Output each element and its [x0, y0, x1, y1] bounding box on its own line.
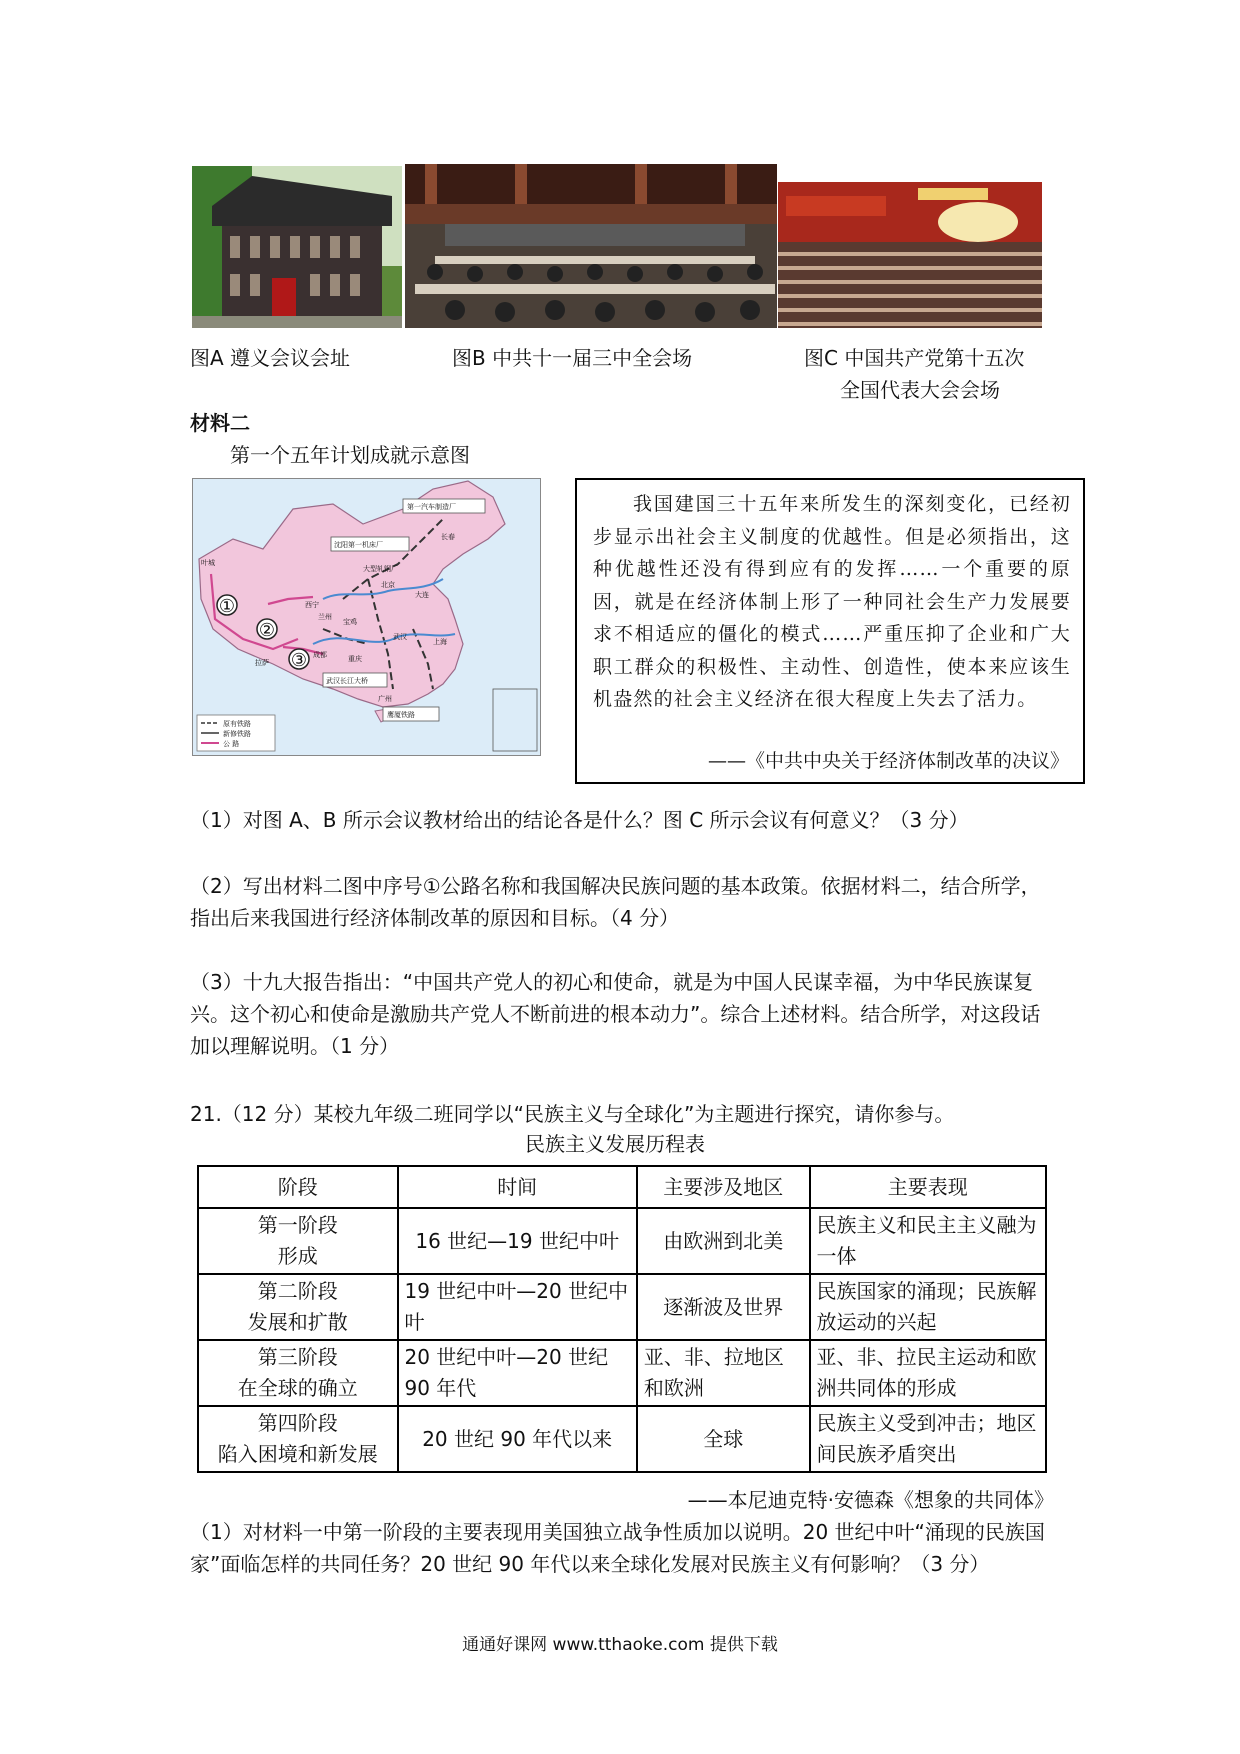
- table-row: [198, 1208, 1046, 1274]
- quote-box: [575, 478, 1085, 784]
- question-20-3: （3）十九大报告指出：“中国共产党人的初心和使命，就是为中国人民谋幸福，为中华民族谋复兴。这个初心和使命是激励共产党人不断前进的根本动力”。综合上述材料。结合所学，对这段话加以理解说明。（1 分）: [190, 970, 1041, 1058]
- cell-time: 16 世纪—19 世纪中叶: [398, 1208, 637, 1274]
- cell-stage: [198, 1406, 398, 1472]
- stage-desc: 形成: [277, 1244, 318, 1268]
- legend-old-rail: 原有铁路: [223, 720, 251, 728]
- cell-time: 20 世纪中叶—20 世纪 90 年代: [398, 1340, 637, 1406]
- cell-performance: 民族国家的涌现；民族解放运动的兴起: [810, 1274, 1046, 1340]
- map-label: 成都: [313, 651, 327, 659]
- page-footer: 通通好课网 www.tthaoke.com 提供下载: [462, 1635, 778, 1655]
- question-21-1: （1）对材料一中第一阶段的主要表现用美国独立战争性质加以说明。20 世纪中叶“涌现的民族国家”面临怎样的共同任务？20 世纪 90 年代以来全球化发展对民族主义有何影响？（3 分）: [190, 1520, 1045, 1576]
- table-header-row: [198, 1166, 1046, 1208]
- caption-fig-c-line2: 全国代表大会会场: [840, 378, 1000, 402]
- map-label: 西宁: [305, 601, 319, 609]
- map-label: 沈阳第一机床厂: [334, 541, 383, 549]
- caption-fig-a: 图A 遵义会议会址: [190, 346, 351, 370]
- photo-third-plenum: [405, 164, 777, 328]
- stage-name: 第二阶段: [257, 1279, 338, 1303]
- caption-fig-c-line1: 图C 中国共产党第十五次: [804, 346, 1025, 370]
- map-label: 拉萨: [255, 659, 269, 667]
- map-label: 广州: [378, 695, 392, 703]
- photo-15th-congress: [778, 182, 1042, 328]
- cell-performance: 民族主义和民主主义融为一体: [810, 1208, 1046, 1274]
- header-stage: 阶段: [198, 1166, 398, 1208]
- quote-source: ——《中共中央关于经济体制改革的决议》: [707, 750, 1069, 772]
- table-row: [198, 1340, 1046, 1406]
- cell-time: 19 世纪中叶—20 世纪中叶: [398, 1274, 637, 1340]
- legend-new-rail: 新修铁路: [223, 730, 251, 738]
- map-label: 兰州: [318, 613, 332, 621]
- cell-stage: [198, 1208, 398, 1274]
- header-performance: 主要表现: [810, 1166, 1046, 1208]
- map-label: 大连: [415, 591, 429, 599]
- table-row: [198, 1274, 1046, 1340]
- quote-text: 我国建国三十五年来所发生的深刻变化，已经初步显示出社会主义制度的优越性。但是必须指出，这种优越性还没有得到应有的发挥……一个重要的原因，就是在经济体制上形了一种同社会生产力发展要求不相适应的僵化的模式……严重压抑了企业和广大职工群众的积极性、主动性、创造性，使本来应该生机盎然的社会主义经济在很大程度上失去了活力。: [593, 493, 1071, 710]
- cell-performance: 民族主义受到冲击；地区间民族矛盾突出: [810, 1406, 1046, 1472]
- map-label: 宝鸡: [343, 618, 357, 626]
- stage-name: 第一阶段: [257, 1213, 338, 1237]
- stage-name: 第四阶段: [257, 1411, 338, 1435]
- cell-performance: 亚、非、拉民主运动和欧洲共同体的形成: [810, 1340, 1046, 1406]
- table-source: ——本尼迪克特·安德森《想象的共同体》: [687, 1488, 1054, 1512]
- nationalism-table: [197, 1165, 1047, 1473]
- table-row: [198, 1406, 1046, 1472]
- table-title: 民族主义发展历程表: [525, 1132, 705, 1156]
- cell-stage: [198, 1274, 398, 1340]
- map-label: 上海: [433, 638, 447, 646]
- cell-region: 亚、非、拉地区和欧洲: [637, 1340, 810, 1406]
- legend-road: 公 路: [223, 740, 240, 748]
- stage-name: 第三阶段: [257, 1345, 338, 1369]
- stage-desc: 在全球的确立: [237, 1376, 358, 1400]
- question-20-2: （2）写出材料二图中序号①公路名称和我国解决民族问题的基本政策。依据材料二，结合所学，指出后来我国进行经济体制改革的原因和目标。（4 分）: [190, 874, 1041, 930]
- cell-stage: [198, 1340, 398, 1406]
- map-label: 长春: [441, 533, 455, 541]
- map-label: 鹰厦铁路: [387, 711, 415, 719]
- stage-desc: 陷入困境和新发展: [217, 1442, 378, 1466]
- map-label: 武汉长江大桥: [326, 677, 368, 685]
- question-21-intro: 21.（12 分）某校九年级二班同学以“民族主义与全球化”为主题进行探究，请你参与。: [190, 1102, 955, 1126]
- map-label: 叶城: [201, 559, 215, 567]
- map-title: 第一个五年计划成就示意图: [230, 443, 470, 467]
- question-20-1: （1）对图 A、B 所示会议教材给出的结论各是什么？图 C 所示会议有何意义？（3 分）: [190, 808, 969, 832]
- material-heading: 材料二: [190, 411, 250, 435]
- photo-zunyi-meeting-site: [192, 166, 402, 328]
- five-year-plan-map: [192, 478, 541, 756]
- header-time: 时间: [398, 1166, 637, 1208]
- header-region: 主要涉及地区: [637, 1166, 810, 1208]
- cell-time: 20 世纪 90 年代以来: [398, 1406, 637, 1472]
- map-label: 武汉: [393, 633, 407, 641]
- cell-region: 全球: [637, 1406, 810, 1472]
- map-marker-1: ①: [218, 596, 236, 617]
- map-label: 大型轧钢厂: [363, 565, 398, 573]
- cell-region: 由欧洲到北美: [637, 1208, 810, 1274]
- cell-region: 逐渐波及世界: [637, 1274, 810, 1340]
- caption-fig-b: 图B 中共十一届三中全会场: [452, 346, 693, 370]
- map-marker-2: ②: [258, 620, 276, 641]
- map-label: 北京: [381, 581, 395, 589]
- map-label: 重庆: [348, 655, 362, 663]
- stage-desc: 发展和扩散: [247, 1310, 348, 1334]
- map-label: 第一汽车制造厂: [407, 503, 456, 511]
- map-marker-3: ③: [290, 650, 308, 671]
